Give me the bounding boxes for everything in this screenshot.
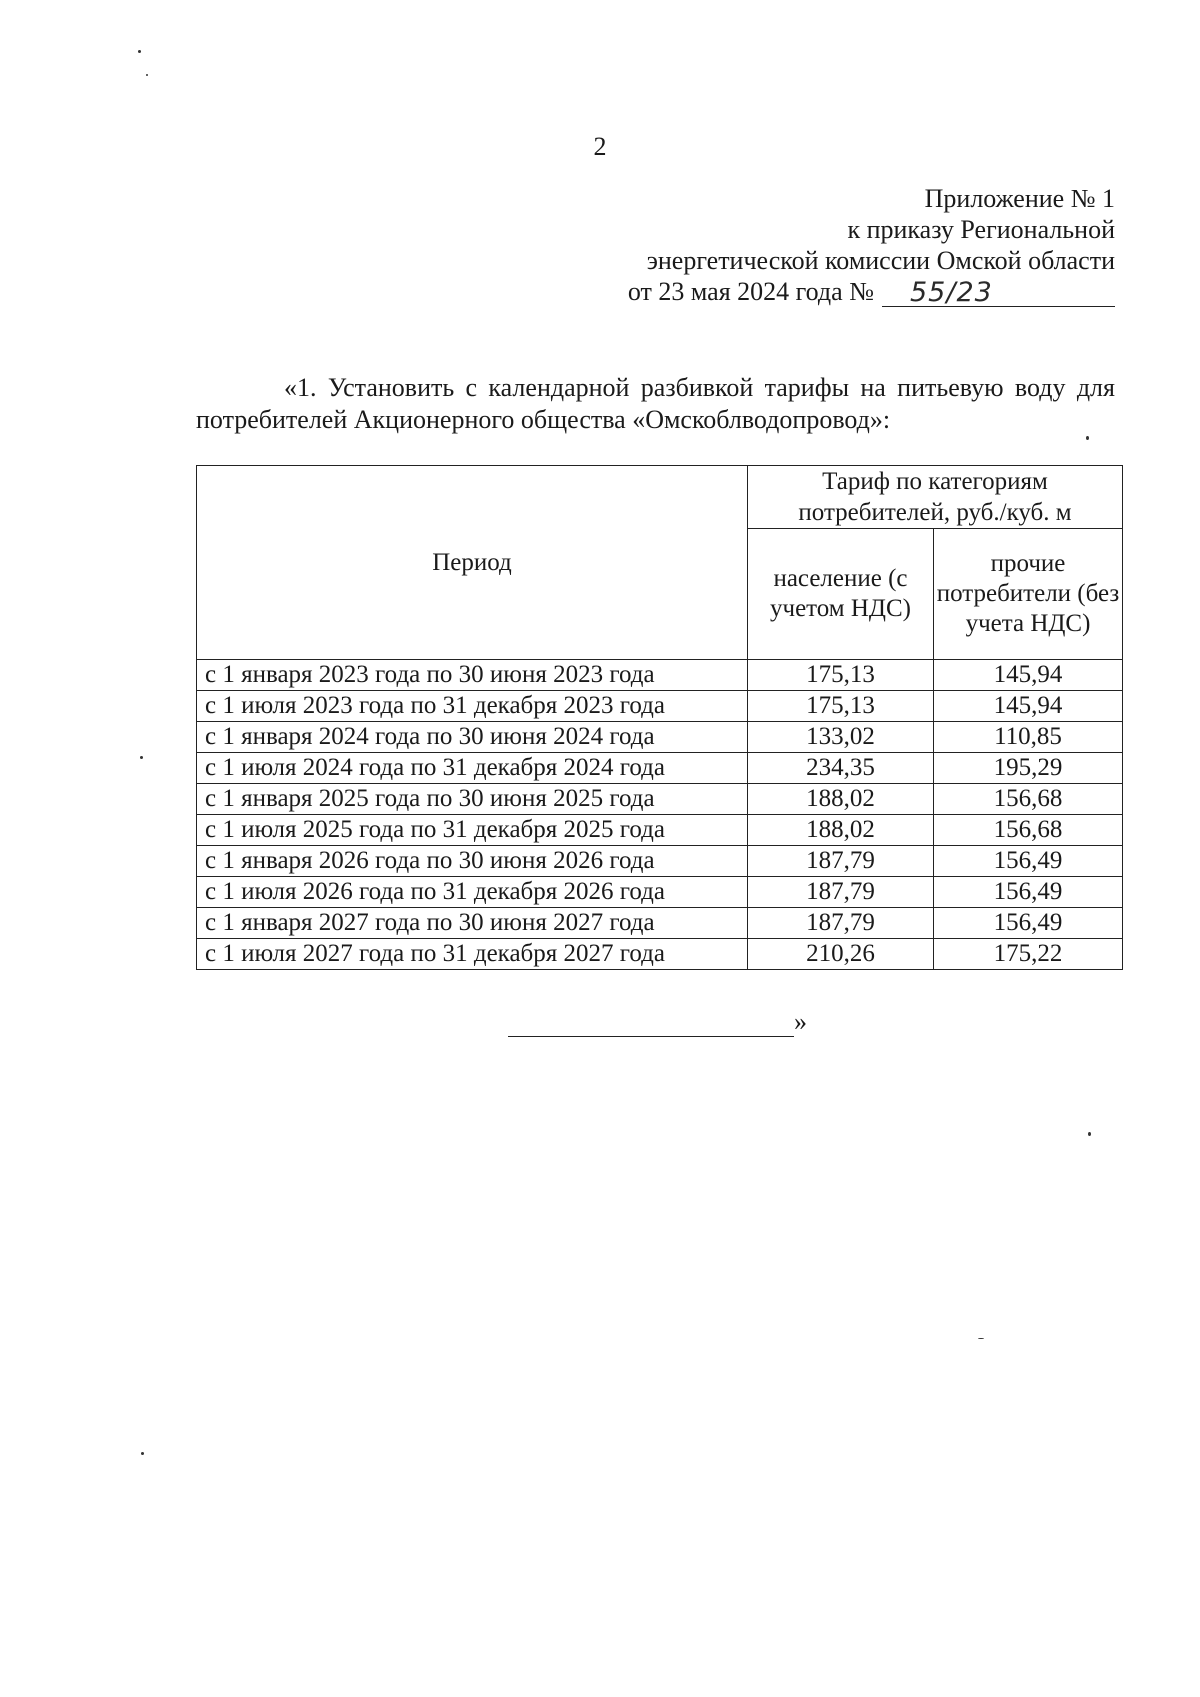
other-tariff-cell: 175,22 — [934, 939, 1123, 970]
other-tariff-cell: 110,85 — [934, 722, 1123, 753]
appendix-header — [628, 183, 1115, 307]
table-row — [197, 784, 1123, 815]
header-period: Период — [197, 466, 748, 660]
header-tariff-group: Тариф по категориям потребителей, руб./куб. м — [748, 466, 1123, 529]
appendix-date: от 23 мая 2024 года № — [627, 277, 874, 306]
other-tariff-cell: 195,29 — [934, 753, 1123, 784]
table-row — [197, 660, 1123, 691]
table-row — [197, 815, 1123, 846]
other-tariff-cell: 156,49 — [934, 877, 1123, 908]
period-cell: с 1 января 2026 года по 30 июня 2026 года — [197, 846, 748, 877]
appendix-date-line — [628, 276, 1115, 307]
table-row — [197, 691, 1123, 722]
appendix-commission: энергетической комиссии Омской области — [646, 246, 1115, 275]
population-tariff-cell: 188,02 — [748, 815, 934, 846]
population-tariff-cell: 133,02 — [748, 722, 934, 753]
appendix-order-ref: к приказу Региональной — [847, 215, 1115, 244]
population-tariff-cell: 210,26 — [748, 939, 934, 970]
closing-quote: » — [794, 1007, 807, 1036]
population-tariff-cell: 175,13 — [748, 660, 934, 691]
scan-speck — [138, 50, 141, 53]
population-tariff-cell: 187,79 — [748, 846, 934, 877]
population-tariff-cell: 234,35 — [748, 753, 934, 784]
handwritten-order-number: 55/23 — [882, 280, 1115, 307]
header-other-consumers: прочие потребители (без учета НДС) — [934, 529, 1123, 660]
period-cell: с 1 июля 2025 года по 31 декабря 2025 года — [197, 815, 748, 846]
table-row — [197, 846, 1123, 877]
period-cell: с 1 января 2023 года по 30 июня 2023 года — [197, 660, 748, 691]
population-tariff-cell: 188,02 — [748, 784, 934, 815]
closing-block — [508, 1007, 807, 1037]
other-tariff-cell: 156,49 — [934, 908, 1123, 939]
tariff-table — [196, 465, 1123, 970]
scan-speck — [140, 756, 143, 759]
table-row — [197, 908, 1123, 939]
period-cell: с 1 января 2027 года по 30 июня 2027 года — [197, 908, 748, 939]
population-tariff-cell: 175,13 — [748, 691, 934, 722]
intro-paragraph: «1. Установить с календарной разбивкой тарифы на питьевую воду для потребителей Акционерного общества «Омскоблводопровод»: — [196, 373, 1115, 434]
period-cell: с 1 июля 2023 года по 31 декабря 2023 года — [197, 691, 748, 722]
period-cell: с 1 июля 2027 года по 31 декабря 2027 года — [197, 939, 748, 970]
table-row — [197, 722, 1123, 753]
period-cell: с 1 января 2025 года по 30 июня 2025 года — [197, 784, 748, 815]
other-tariff-cell: 156,68 — [934, 784, 1123, 815]
header-population: население (с учетом НДС) — [748, 529, 934, 660]
period-cell: с 1 января 2024 года по 30 июня 2024 года — [197, 722, 748, 753]
scan-speck — [1086, 436, 1089, 440]
scan-speck — [1088, 1132, 1091, 1136]
other-tariff-cell: 145,94 — [934, 660, 1123, 691]
scan-speck — [141, 1452, 144, 1455]
scan-speck — [978, 1338, 984, 1339]
table-row — [197, 939, 1123, 970]
other-tariff-cell: 156,68 — [934, 815, 1123, 846]
page-number: 2 — [593, 132, 607, 161]
table-row — [197, 753, 1123, 784]
closing-underline — [508, 1008, 794, 1037]
appendix-title: Приложение № 1 — [924, 184, 1115, 213]
period-cell: с 1 июля 2026 года по 31 декабря 2026 года — [197, 877, 748, 908]
other-tariff-cell: 145,94 — [934, 691, 1123, 722]
period-cell: с 1 июля 2024 года по 31 декабря 2024 года — [197, 753, 748, 784]
other-tariff-cell: 156,49 — [934, 846, 1123, 877]
population-tariff-cell: 187,79 — [748, 877, 934, 908]
scan-speck — [146, 74, 148, 76]
table-row — [197, 877, 1123, 908]
population-tariff-cell: 187,79 — [748, 908, 934, 939]
